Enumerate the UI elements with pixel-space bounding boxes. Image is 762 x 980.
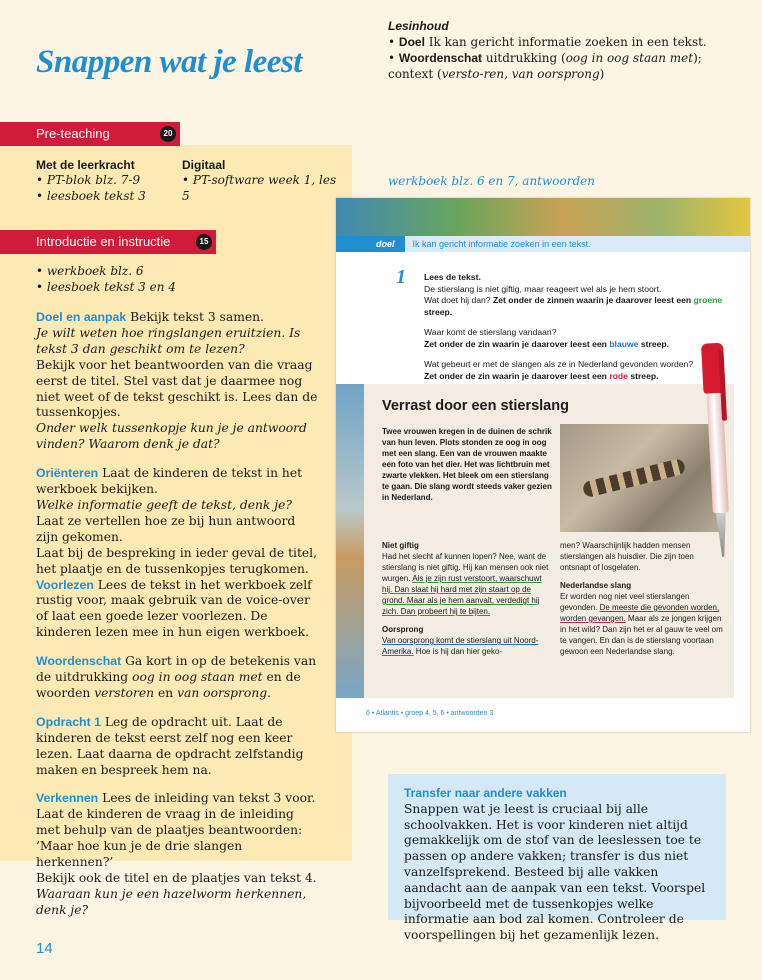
section-italic: van oorsprong. — [177, 685, 272, 700]
snake-photo — [560, 424, 720, 532]
q-instr: Zet onder de zin waarin je daarover leest een — [424, 338, 610, 349]
section-label: Verkennen — [36, 791, 99, 806]
preteaching-col1 — [36, 158, 176, 204]
pen-tip — [716, 513, 728, 557]
voorlezen-section — [36, 578, 318, 642]
woordenschat-label: Woordenschat — [398, 51, 483, 65]
q-instr: Zet onder de zin waarin je daarover leest een — [424, 370, 610, 381]
col2-head: Digitaal — [182, 158, 226, 172]
question-3 — [424, 359, 724, 382]
q-color-word: groene — [693, 295, 723, 305]
section-text: Leg de opdracht uit. Laat de kinderen de tekst eerst zelf nog een keer lezen. Laat daarna de opdracht zelfstandig maken en bespreek hem na. — [36, 714, 304, 777]
q-instr: streep. — [638, 338, 670, 349]
section-question: Onder welk tussenkopje kun je je antwoord vinden? Waarom denk je dat? — [36, 421, 307, 452]
q-line: Wat doet hij dan? — [424, 295, 493, 305]
preteaching-header — [0, 122, 180, 146]
section-text: Laat de kinderen de tekst in het werkboek bekijken. — [36, 466, 303, 497]
transfer-box — [388, 774, 726, 943]
section-text: Laat bij de bespreking in ieder geval de titel, het plaatje en de tussenkopjes terugkomen. — [36, 545, 318, 576]
section-label: Voorlezen — [36, 577, 94, 592]
col1-head: Met de leerkracht — [36, 158, 135, 172]
transfer-heading: Transfer naar andere vakken — [404, 786, 567, 800]
col1-item: • PT-blok blz. 7-9 — [36, 173, 141, 187]
lesinhoud-woordenschat: • Woordenschat uitdrukking (oog in oog staan met); context (versto-ren, van oorsprong) — [388, 51, 702, 81]
section-question: Welke informatie geeft de tekst, denk je? — [36, 497, 292, 512]
story-intro: Twee vrouwen kregen in de duinen de schrik van hun leven. Plots stonden ze oog in oog met een slang. Een van de vrouwen maakte een foto van het dier. Het was lichtbruin met zwarte vlekken. Het bleek om een stierslang te gaan. Die slang wordt steeds vaker gezien in Nederland. — [382, 427, 552, 502]
section-text: Laat ze vertellen hoe ze bij hun antwoord zijn gekomen. — [36, 513, 296, 544]
doel-aanpak-section — [36, 310, 318, 453]
q-color-word: rode — [609, 370, 628, 381]
story-column-1 — [382, 540, 552, 664]
section-label: Woordenschat — [36, 654, 122, 669]
col1-item: • leesboek tekst 3 — [36, 189, 146, 203]
section-label: Opdracht 1 — [36, 714, 101, 729]
lesinhoud-box — [388, 18, 748, 82]
woordenschat-section — [36, 654, 318, 702]
story-text: Maar als ze jongen krijgen in het wild? Dan zijn het er al gauw te veel om te vangen. En dan is de stierslang voortaan gewoon een Nederlandse slang. — [560, 614, 723, 656]
exercise-text — [424, 272, 724, 391]
workbook-caption: werkboek blz. 6 en 7, antwoorden — [388, 174, 595, 188]
intro-item: • werkboek blz. 6 — [36, 264, 144, 278]
ws-text2: ); context ( — [388, 51, 702, 81]
ws-italic2: versto-ren, van oorsprong — [441, 67, 600, 81]
intro-item: • leesboek tekst 3 en 4 — [36, 280, 176, 294]
clock-icon: 15 — [196, 234, 212, 250]
lesinhoud-heading: Lesinhoud — [388, 19, 449, 33]
subheading: Oorsprong — [382, 625, 424, 634]
preteaching-label: Pre-teaching — [36, 126, 110, 141]
section-text: Bekijk voor het beantwoorden van die vraag eerst de titel. Stel vast dat je daarmee nog niet weet of de tekst geschikt is. Lees dan de tussenkopjes. — [36, 357, 318, 420]
q-line: De stierslang is niet giftig, maar reageert wel als je hem stoort. — [424, 283, 662, 294]
q-instr: streep. — [424, 306, 453, 317]
q-line: Waar komt de stierslang vandaan? — [424, 327, 557, 337]
question-1 — [424, 272, 724, 318]
page-title: Snappen wat je leest — [36, 44, 302, 80]
underlined-text: Van oorsprong komt de stierslang uit Noord-Amerika. — [382, 636, 539, 656]
story-text: Hoe is hij dan hier geko- — [413, 647, 503, 656]
section-italic: oog in oog staan met — [132, 670, 263, 685]
animal-banner-image — [336, 198, 750, 236]
section-text: Lees de inleiding van tekst 3 voor. Laat de kinderen de vraag in de inleiding met behulp van de plaatjes beantwoorden: ‘Maar hoe kun je de drie slangen herkennen?’ — [36, 791, 316, 870]
section-text: en — [154, 685, 178, 700]
preteaching-col2 — [182, 158, 342, 204]
ws-italic1: oog in oog staan met — [565, 51, 694, 65]
doel-tag: doel — [336, 236, 405, 252]
introductie-header — [0, 230, 216, 254]
doel-text: Ik kan gericht informatie zoeken in een tekst. — [428, 35, 707, 49]
underlined-text: Als je zijn rust verstoort, waarschuwt hij. Dan slaat hij hard met zijn staart op de grond. Maar als je hem aanvalt, verdedigt hij zich. Dan probeert hij te bijten. — [382, 574, 542, 616]
question-2 — [424, 327, 724, 350]
subheading: Niet giftig — [382, 541, 419, 550]
story-paragraph — [382, 551, 552, 617]
story-text: Er worden nog niet veel stierslangen gevonden. — [560, 592, 690, 612]
page-number: 14 — [36, 940, 53, 957]
section-text: en de woorden — [36, 670, 301, 700]
orienteren-section — [36, 466, 318, 577]
instruction-body — [36, 263, 318, 932]
q-instr: streep. — [627, 370, 659, 381]
q-instr: Zet onder de zinnen waarin je daarover leest een — [492, 295, 694, 305]
story-title: Verrast door een stierslang — [382, 398, 569, 414]
section-text: Bekijk ook de titel en de plaatjes van tekst 4. — [36, 871, 317, 885]
introductie-label: Introductie en instructie — [36, 234, 171, 249]
section-text: Lees de tekst in het werkboek zelf rustig voor, maak gebruik van de voice-over of laat een goede lezer voorlezen. De kinderen lezen mee in hun eigen werkboek. — [36, 577, 312, 640]
lesinhoud-doel: • Doel Ik kan gericht informatie zoeken in een tekst. — [388, 35, 707, 49]
doel-bar — [336, 236, 750, 252]
exercise-number: 1 — [396, 266, 406, 288]
story-column-2 — [560, 540, 724, 664]
workbook-page — [336, 198, 750, 732]
subheading: Nederlandse slang — [560, 581, 632, 590]
section-text: Ga kort in op de betekenis van de uitdrukking — [36, 654, 317, 685]
q-line: Wat gebeurt er met de slangen als ze in Nederland gevonden worden? — [424, 359, 694, 369]
opdracht-section — [36, 715, 318, 779]
section-text: Bekijk tekst 3 samen. — [126, 310, 264, 324]
section-label: Doel en aanpak — [36, 310, 127, 324]
section-question: Waaraan kun je een hazelworm herkennen, denk je? — [36, 886, 307, 917]
q-color-word: blauwe — [609, 338, 639, 349]
workbook-footer: 6 • Atlantis • groep 4, 5, 6 • antwoorden 3 — [366, 710, 494, 717]
story-text: Had het slecht af kunnen lopen? Nee, want de stierslang is niet giftig. Hij kan mensen ook niet wurgen. — [382, 552, 549, 583]
story-paragraph — [382, 635, 552, 657]
snake-image — [582, 458, 687, 499]
story-paragraph — [560, 591, 724, 657]
col2-item: • PT-software week 1, les 5 — [182, 173, 337, 203]
transfer-text: Snappen wat je leest is cruciaal bij alle schoolvakken. Het is voor kinderen niet altijd gemakkelijk om de stof van de leeslessen toe te passen op andere vakken; transfer is dus niet vanzelfsprekend. Besteed bij alle vakken aandacht aan de aanpak van een tekst. Voorspel bijvoorbeeld met de tussenkopjes welke informatie aan bod zal komen. Controleer de voorspellingen bij het gezamenlijk lezen. — [404, 801, 706, 943]
doel-bar-text: Ik kan gericht informatie zoeken in een tekst. — [412, 239, 591, 249]
ws-text3: ) — [599, 67, 605, 81]
section-question: Je wilt weten hoe ringslangen eruitzien. Is tekst 3 dan geschikt om te lezen? — [36, 325, 301, 356]
intro-items — [36, 263, 318, 295]
clock-icon: 20 — [160, 126, 176, 142]
story-paper — [364, 384, 734, 698]
section-label: Oriënteren — [36, 466, 99, 481]
verkennen-section — [36, 791, 318, 918]
ws-text1: uitdrukking ( — [485, 51, 566, 65]
underlined-text: De meeste die gevonden worden, worden gevangen. — [560, 603, 720, 623]
q-line: Lees de tekst. — [424, 272, 481, 282]
section-italic: verstoren — [94, 685, 155, 700]
wood-texture-image — [336, 384, 364, 698]
story-paragraph: men? Waarschijnlijk hadden mensen stierslangen als huisdier. Die zijn toen ontsnapt of losgelaten. — [560, 541, 694, 572]
doel-label: Doel — [398, 35, 425, 49]
